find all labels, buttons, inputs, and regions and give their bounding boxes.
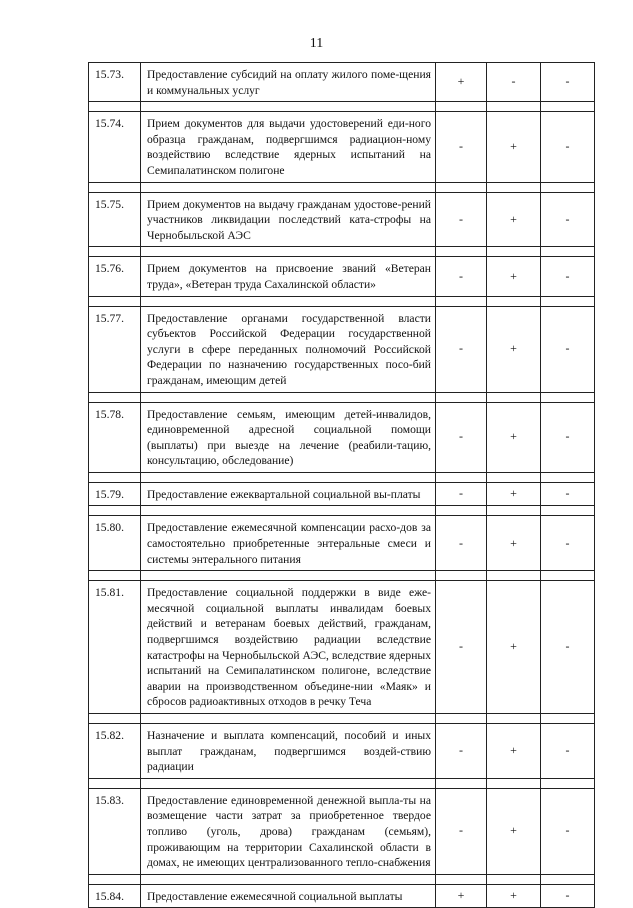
spacer-cell xyxy=(141,472,436,482)
spacer-cell xyxy=(541,392,595,402)
mark-cell-1: - xyxy=(436,788,487,874)
spacer-cell xyxy=(487,392,541,402)
row-spacer xyxy=(89,182,595,192)
spacer-cell xyxy=(436,506,487,516)
spacer-cell xyxy=(487,571,541,581)
spacer-cell xyxy=(541,182,595,192)
mark-cell-2: + xyxy=(487,306,541,392)
service-description-cell: Назначение и выплата компенсаций, пособий и иных выплат гражданам, подвергшимся воздей-ствию радиации xyxy=(141,724,436,779)
spacer-cell xyxy=(436,874,487,884)
row-number-cell: 15.80. xyxy=(89,516,141,571)
spacer-cell xyxy=(487,182,541,192)
row-spacer xyxy=(89,392,595,402)
mark-cell-1: - xyxy=(436,306,487,392)
spacer-cell xyxy=(141,874,436,884)
row-spacer xyxy=(89,571,595,581)
row-number-cell: 15.81. xyxy=(89,581,141,714)
spacer-cell xyxy=(436,714,487,724)
service-description-cell: Предоставление единовременной денежной выпла-ты на возмещение части затрат за приобретенное твердое топливо (уголь, дрова) гражданам (семьям), проживающим на территории Сахалинской области в домах, не имеющих централизованного тепло-снабжения xyxy=(141,788,436,874)
spacer-cell xyxy=(541,874,595,884)
spacer-cell xyxy=(141,778,436,788)
mark-cell-2: + xyxy=(487,724,541,779)
row-spacer xyxy=(89,506,595,516)
spacer-cell xyxy=(436,571,487,581)
mark-cell-2: + xyxy=(487,112,541,182)
spacer-cell xyxy=(89,392,141,402)
spacer-cell xyxy=(541,247,595,257)
row-number-cell: 15.75. xyxy=(89,192,141,247)
spacer-cell xyxy=(89,247,141,257)
spacer-cell xyxy=(141,571,436,581)
mark-cell-1: - xyxy=(436,516,487,571)
spacer-cell xyxy=(89,472,141,482)
spacer-cell xyxy=(89,571,141,581)
spacer-cell xyxy=(89,714,141,724)
spacer-cell xyxy=(487,296,541,306)
mark-cell-1: - xyxy=(436,724,487,779)
row-spacer xyxy=(89,472,595,482)
mark-cell-3: - xyxy=(541,884,595,908)
spacer-cell xyxy=(436,392,487,402)
spacer-cell xyxy=(541,571,595,581)
table-row xyxy=(89,884,595,908)
mark-cell-3: - xyxy=(541,192,595,247)
services-table xyxy=(88,62,595,908)
table-row xyxy=(89,482,595,506)
mark-cell-3: - xyxy=(541,724,595,779)
service-description-cell: Прием документов на выдачу гражданам удостове-рений участников ликвидации последствий ката-строфы на Чернобыльской АЭС xyxy=(141,192,436,247)
mark-cell-2: + xyxy=(487,192,541,247)
row-spacer xyxy=(89,102,595,112)
row-spacer xyxy=(89,714,595,724)
mark-cell-1: - xyxy=(436,112,487,182)
mark-cell-3: - xyxy=(541,788,595,874)
mark-cell-2: - xyxy=(487,63,541,102)
service-description-cell: Предоставление органами государственной власти субъектов Российской Федерации государственной услуги в сфере переданных полномочий Российской Федерации по назначению государственных посо-бий гражданам, имеющим детей xyxy=(141,306,436,392)
spacer-cell xyxy=(487,506,541,516)
spacer-cell xyxy=(141,714,436,724)
table-row xyxy=(89,788,595,874)
mark-cell-3: - xyxy=(541,402,595,472)
spacer-cell xyxy=(436,247,487,257)
mark-cell-2: + xyxy=(487,257,541,296)
mark-cell-3: - xyxy=(541,306,595,392)
spacer-cell xyxy=(436,102,487,112)
mark-cell-2: + xyxy=(487,402,541,472)
mark-cell-3: - xyxy=(541,482,595,506)
spacer-cell xyxy=(89,296,141,306)
spacer-cell xyxy=(141,296,436,306)
row-number-cell: 15.74. xyxy=(89,112,141,182)
row-number-cell: 15.84. xyxy=(89,884,141,908)
mark-cell-2: + xyxy=(487,884,541,908)
row-spacer xyxy=(89,778,595,788)
spacer-cell xyxy=(487,778,541,788)
spacer-cell xyxy=(487,102,541,112)
mark-cell-1: - xyxy=(436,192,487,247)
service-description-cell: Предоставление семьям, имеющим детей-инвалидов, единовременной адресной социальной помощи (выплаты) при выезде на лечение (реабили-тацию, консультацию, обследование) xyxy=(141,402,436,472)
row-number-cell: 15.82. xyxy=(89,724,141,779)
page-number: 11 xyxy=(309,36,324,51)
row-number-cell: 15.83. xyxy=(89,788,141,874)
spacer-cell xyxy=(141,102,436,112)
table-row xyxy=(89,724,595,779)
row-number-cell: 15.76. xyxy=(89,257,141,296)
spacer-cell xyxy=(541,472,595,482)
service-description-cell: Предоставление субсидий на оплату жилого поме-щения и коммунальных услуг xyxy=(141,63,436,102)
mark-cell-1: + xyxy=(436,884,487,908)
mark-cell-1: - xyxy=(436,581,487,714)
table-row xyxy=(89,402,595,472)
mark-cell-3: - xyxy=(541,112,595,182)
spacer-cell xyxy=(487,247,541,257)
table-row xyxy=(89,257,595,296)
row-number-cell: 15.77. xyxy=(89,306,141,392)
spacer-cell xyxy=(89,182,141,192)
table-row xyxy=(89,112,595,182)
spacer-cell xyxy=(487,874,541,884)
mark-cell-3: - xyxy=(541,581,595,714)
service-description-cell: Предоставление ежемесячной социальной выплаты xyxy=(141,884,436,908)
service-description-cell: Предоставление ежеквартальной социальной вы-платы xyxy=(141,482,436,506)
spacer-cell xyxy=(541,102,595,112)
service-description-cell: Прием документов на присвоение званий «Ветеран труда», «Ветеран труда Сахалинской области» xyxy=(141,257,436,296)
mark-cell-1: - xyxy=(436,482,487,506)
row-number-cell: 15.78. xyxy=(89,402,141,472)
service-description-cell: Прием документов для выдачи удостоверений еди-ного образца гражданам, подвергшимся радиацион-ному воздействию вследствие ядерных испытаний на Семипалатинском полигоне xyxy=(141,112,436,182)
row-spacer xyxy=(89,296,595,306)
mark-cell-3: - xyxy=(541,516,595,571)
spacer-cell xyxy=(436,296,487,306)
spacer-cell xyxy=(541,778,595,788)
mark-cell-3: - xyxy=(541,257,595,296)
row-spacer xyxy=(89,247,595,257)
spacer-cell xyxy=(436,778,487,788)
spacer-cell xyxy=(141,247,436,257)
spacer-cell xyxy=(487,714,541,724)
table-row xyxy=(89,516,595,571)
service-description-cell: Предоставление ежемесячной компенсации расхо-дов за самостоятельно приобретенные энтеральные смеси и системы энтерального питания xyxy=(141,516,436,571)
table-row xyxy=(89,192,595,247)
row-number-cell: 15.79. xyxy=(89,482,141,506)
table-body xyxy=(89,63,595,908)
mark-cell-1: - xyxy=(436,402,487,472)
mark-cell-2: + xyxy=(487,788,541,874)
mark-cell-3: - xyxy=(541,63,595,102)
spacer-cell xyxy=(141,392,436,402)
spacer-cell xyxy=(89,778,141,788)
spacer-cell xyxy=(436,472,487,482)
mark-cell-1: - xyxy=(436,257,487,296)
spacer-cell xyxy=(141,506,436,516)
table-row xyxy=(89,306,595,392)
spacer-cell xyxy=(89,874,141,884)
mark-cell-2: + xyxy=(487,482,541,506)
mark-cell-2: + xyxy=(487,516,541,571)
mark-cell-2: + xyxy=(487,581,541,714)
spacer-cell xyxy=(141,182,436,192)
spacer-cell xyxy=(487,472,541,482)
spacer-cell xyxy=(541,714,595,724)
row-spacer xyxy=(89,874,595,884)
spacer-cell xyxy=(89,102,141,112)
table-row xyxy=(89,63,595,102)
service-description-cell: Предоставление социальной поддержки в виде еже-месячной социальной выплаты инвалидам боевых действий и ветеранам боевых действий, гражданам, подвергшимся воздействию радиации вследствие катастрофы на Чернобыльской АЭС, вследствие ядерных испытаний на Семипалатинском полигоне, вследствие аварии на производственном объедине-нии «Маяк» и сбросов радиоактивных отходов в речку Теча xyxy=(141,581,436,714)
spacer-cell xyxy=(89,506,141,516)
table-row xyxy=(89,581,595,714)
spacer-cell xyxy=(541,296,595,306)
mark-cell-1: + xyxy=(436,63,487,102)
spacer-cell xyxy=(436,182,487,192)
spacer-cell xyxy=(541,506,595,516)
row-number-cell: 15.73. xyxy=(89,63,141,102)
